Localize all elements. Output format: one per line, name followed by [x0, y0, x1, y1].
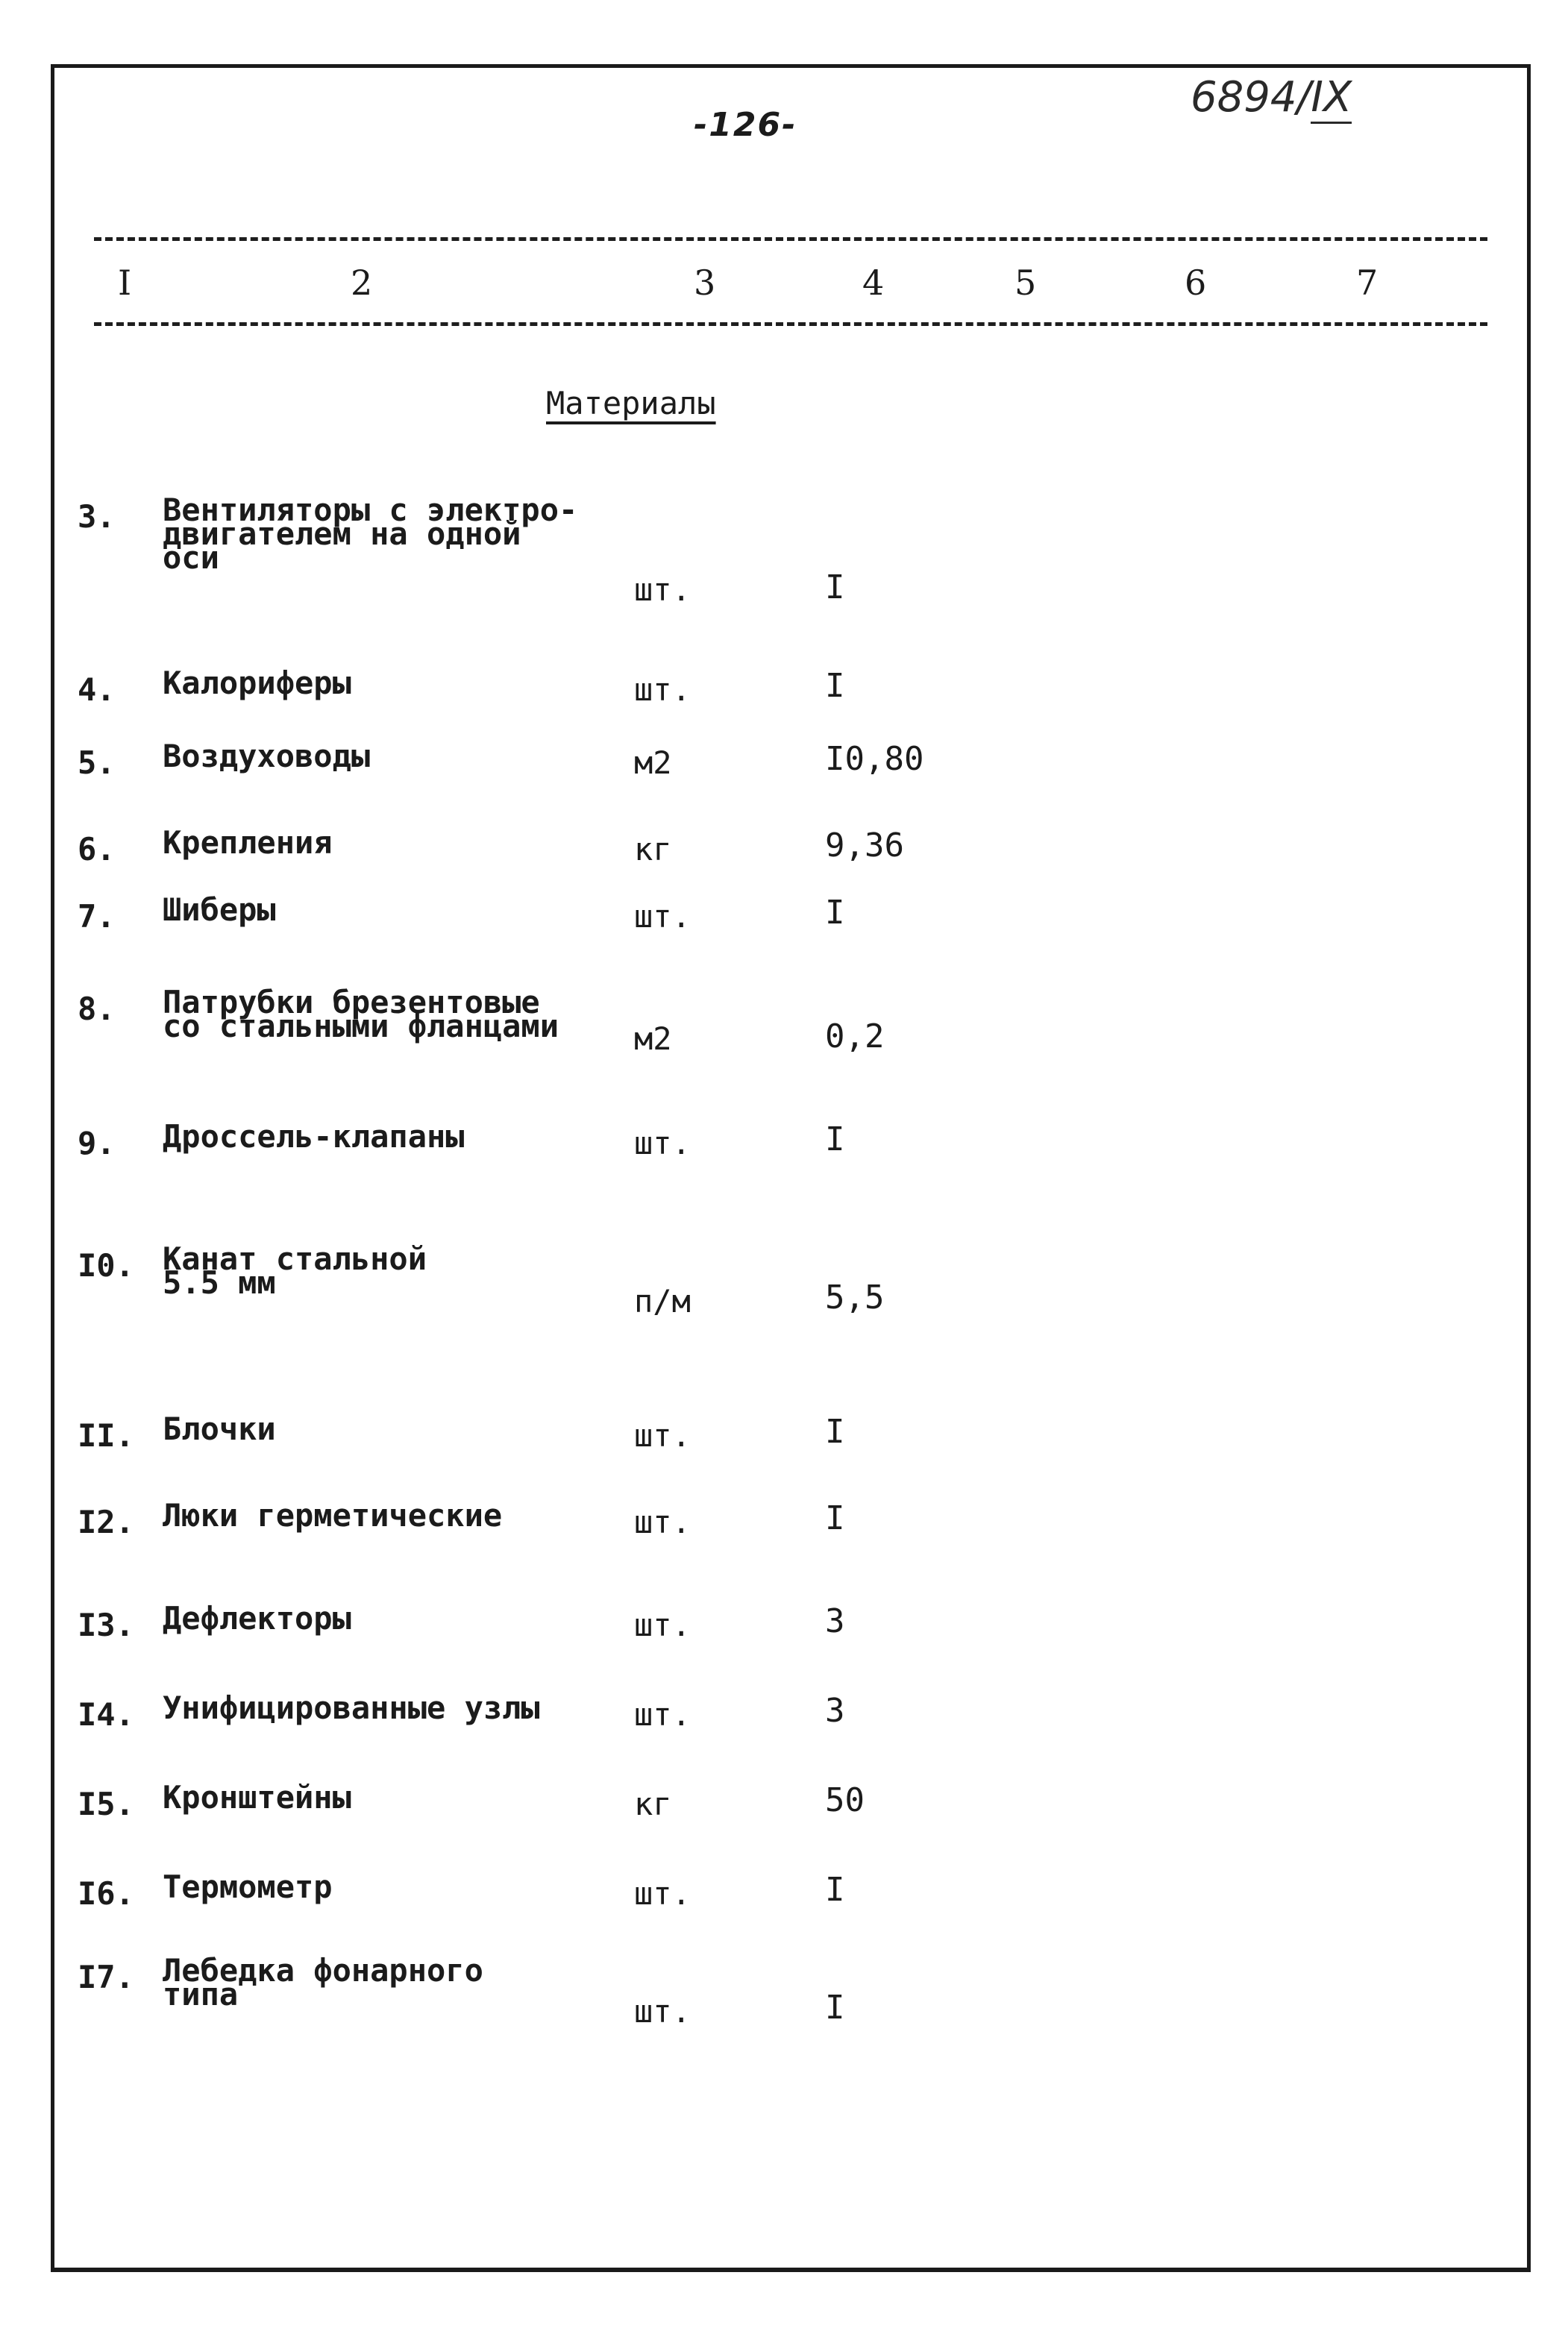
row-name: Лебедка фонарного типа [163, 1952, 483, 2013]
row-unit: кг [634, 1786, 672, 1822]
row-unit: кг [634, 831, 672, 868]
row-index: 9. [78, 1125, 116, 1161]
row-unit: шт. [634, 1504, 691, 1540]
row-quantity: I0,80 [825, 740, 924, 778]
row-unit: п/м [634, 1283, 691, 1320]
row-index: I2. [78, 1504, 134, 1540]
row-index: I0. [78, 1247, 134, 1284]
column-number-6: 6 [1185, 263, 1207, 303]
column-number-5: 5 [1015, 263, 1037, 303]
row-name: Люки герметические [163, 1497, 503, 1534]
row-quantity: I [825, 1413, 845, 1451]
table-row [0, 1240, 1568, 1352]
row-name: Патрубки брезентовые со стальными фланцами [163, 984, 559, 1044]
table-row [0, 984, 1568, 1095]
page-number: -126- [694, 106, 797, 144]
table-row [0, 1952, 1568, 2063]
row-quantity: I [825, 667, 845, 705]
row-quantity: 9,36 [825, 826, 904, 865]
row-index: 4. [78, 671, 116, 708]
row-index: I5. [78, 1786, 134, 1822]
row-quantity: 3 [825, 1692, 845, 1730]
row-index: II. [78, 1417, 134, 1454]
column-number-3: 3 [694, 263, 716, 303]
row-index: I7. [78, 1959, 134, 1995]
row-quantity: 0,2 [825, 1017, 885, 1055]
row-name: Дефлекторы [163, 1600, 351, 1637]
row-quantity: I [825, 1120, 845, 1158]
row-index: I6. [78, 1875, 134, 1912]
row-name: Кронштейны [163, 1779, 351, 1816]
column-number-4: 4 [862, 263, 885, 303]
row-quantity: 5,5 [825, 1279, 885, 1317]
row-name: Воздуховоды [163, 738, 371, 774]
row-unit: шт. [634, 571, 691, 608]
section-title: Материалы [546, 385, 716, 421]
row-unit: м2 [634, 1020, 672, 1057]
row-quantity: I [825, 1989, 845, 2027]
document-code [1191, 73, 1352, 122]
row-unit: шт. [634, 671, 691, 708]
header-rule-top [94, 237, 1487, 241]
row-name: Шиберы [163, 891, 276, 928]
row-index: 3. [78, 498, 116, 535]
row-unit: м2 [634, 744, 672, 781]
row-name: Калориферы [163, 665, 351, 701]
row-index: 8. [78, 991, 116, 1027]
row-index: 5. [78, 744, 116, 781]
row-name: Канат стальной 5.5 мм [163, 1240, 427, 1301]
row-unit: шт. [634, 1125, 691, 1161]
column-number-1: I [118, 263, 132, 303]
row-quantity: 3 [825, 1602, 845, 1640]
column-number-2: 2 [351, 263, 373, 303]
row-index: 6. [78, 831, 116, 868]
row-quantity: I [825, 1499, 845, 1537]
row-unit: шт. [634, 1607, 691, 1643]
row-index: I3. [78, 1607, 134, 1643]
row-name: Крепления [163, 824, 333, 861]
row-quantity: I [825, 1871, 845, 1909]
header-rule-bottom [94, 322, 1487, 326]
column-number-7: 7 [1356, 263, 1379, 303]
row-unit: шт. [634, 1417, 691, 1454]
row-name: Унифицированные узлы [163, 1690, 540, 1726]
row-index: 7. [78, 898, 116, 935]
table-row [0, 492, 1568, 608]
row-quantity: 50 [825, 1781, 865, 1819]
row-unit: шт. [634, 1875, 691, 1912]
row-name: Вентиляторы с электро- двигателем на одной оси [163, 492, 578, 576]
row-unit: шт. [634, 1993, 691, 2030]
row-unit: шт. [634, 898, 691, 935]
table-row [0, 1118, 1568, 1229]
row-quantity: I [825, 568, 845, 606]
document-code-suffix: IX [1311, 73, 1352, 124]
row-name: Блочки [163, 1411, 276, 1447]
row-unit: шт. [634, 1696, 691, 1733]
row-index: I4. [78, 1696, 134, 1733]
document-code-main: 6894/ [1191, 73, 1311, 122]
table-row [0, 1497, 1568, 1608]
row-name: Дроссель-клапаны [163, 1118, 465, 1155]
row-name: Термометр [163, 1869, 333, 1905]
row-quantity: I [825, 894, 845, 932]
